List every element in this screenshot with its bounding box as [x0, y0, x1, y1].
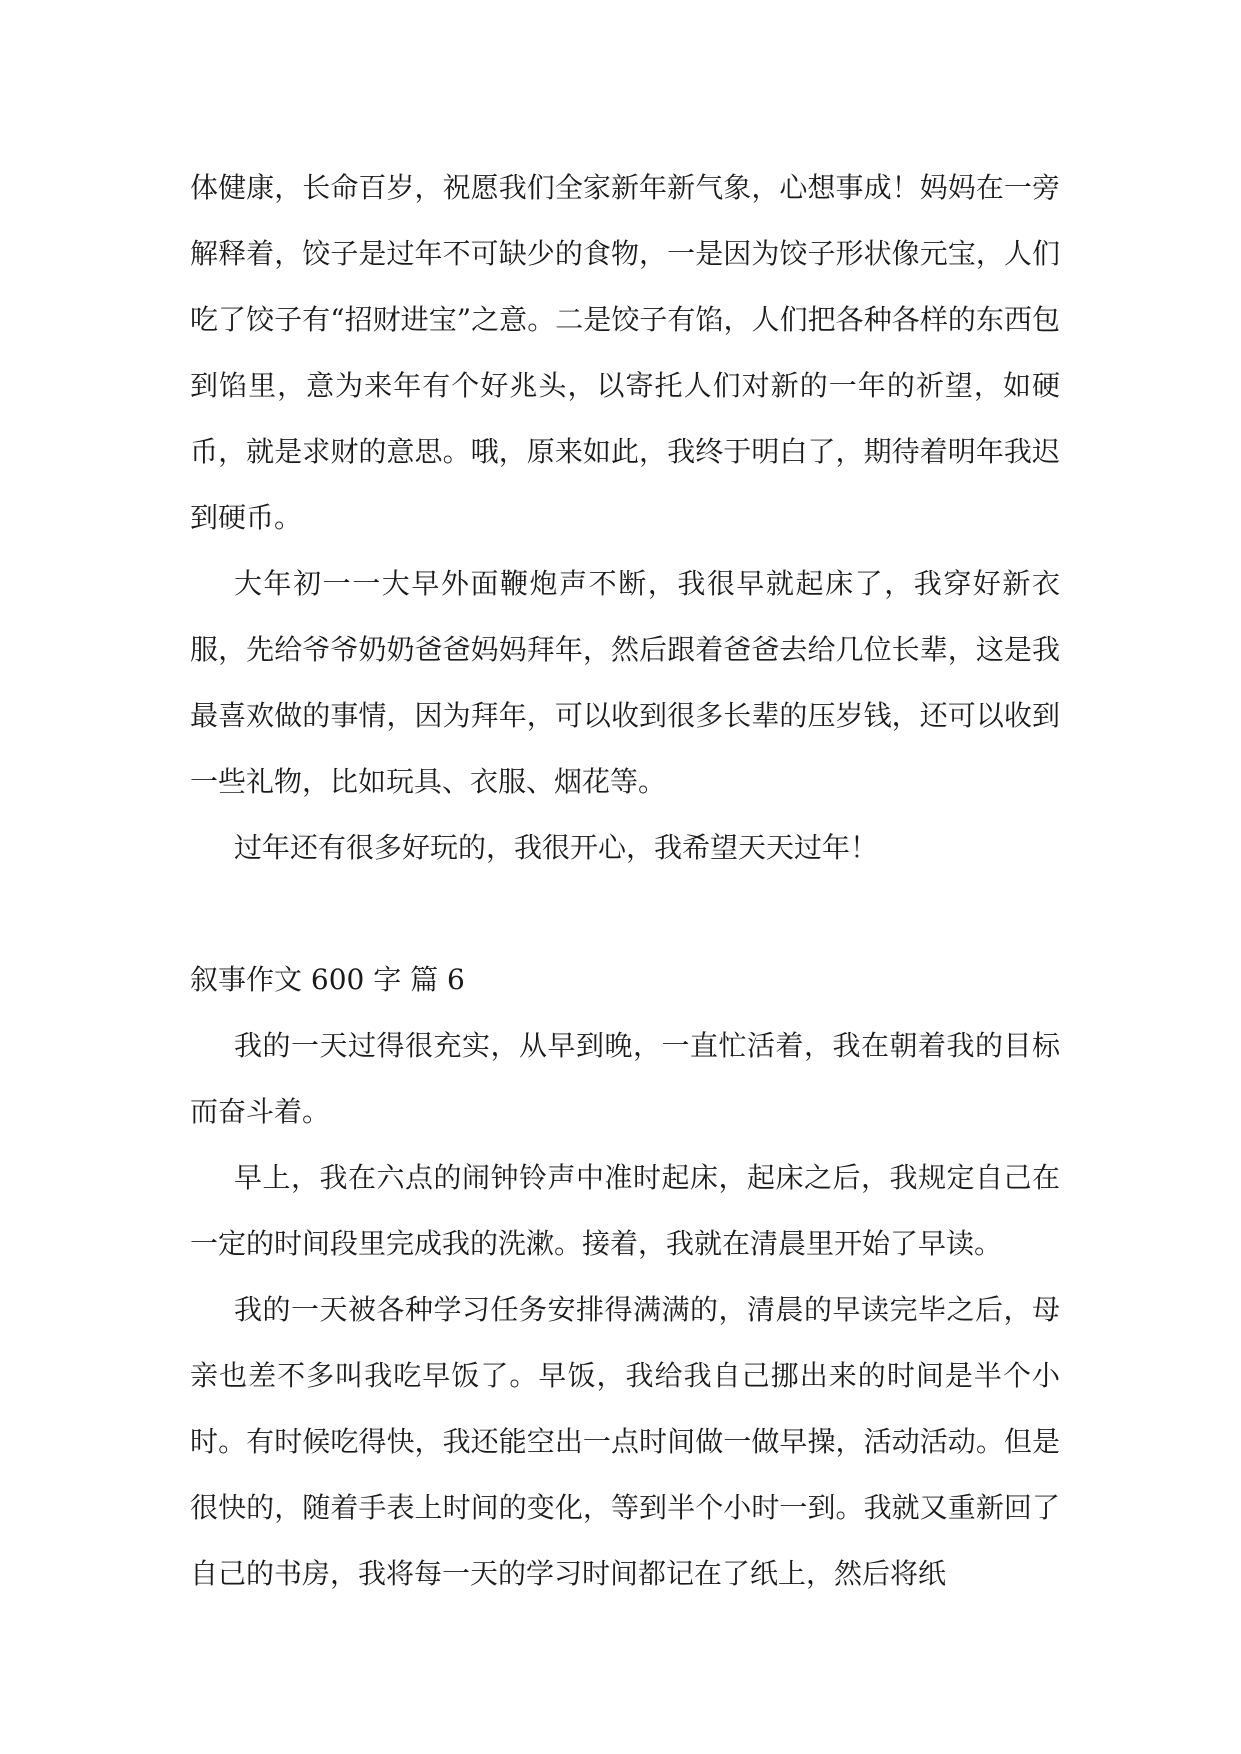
section-heading: 叙事作文 600 字 篇 6 [190, 963, 465, 996]
paragraph-new-year-morning: 大年初一一大早外面鞭炮声不断，我很早就起床了，我穿好新衣服，先给爷爷奶奶爸爸妈妈拜年，然后跟着爸爸去给几位长辈，这是我最喜欢做的事情，因为拜年，可以收到很多长辈的压岁钱，还可以收到一些礼物，比如玩具、衣服、烟花等。 [190, 567, 1060, 798]
paragraph-closing: 过年还有很多好玩的，我很开心，我希望天天过年！ [234, 831, 879, 864]
paragraph-intro: 我的一天过得很充实，从早到晚，一直忙活着，我在朝着我的目标而奋斗着。 [190, 1029, 1060, 1128]
paragraph-morning: 早上，我在六点的闹钟铃声中准时起床，起床之后，我规定自己在一定的时间段里完成我的洗漱。接着，我就在清晨里开始了早读。 [190, 1161, 1060, 1260]
paragraph-continuation: 体健康，长命百岁，祝愿我们全家新年新气象，心想事成！妈妈在一旁解释着，饺子是过年不可缺少的食物，一是因为饺子形状像元宝，人们吃了饺子有“招财进宝”之意。二是饺子有馅，人们把各种各样的东西包到馅里，意为来年有个好兆头，以寄托人们对新的一年的祈望，如硬币，就是求财的意思。哦，原来如此，我终于明白了，期待着明年我迟到硬币。 [190, 171, 1060, 534]
document-page [190, 155, 1060, 1607]
section-spacer [190, 881, 1060, 947]
paragraph-study-schedule: 我的一天被各种学习任务安排得满满的，清晨的早读完毕之后，母亲也差不多叫我吃早饭了。早饭，我给我自己挪出来的时间是半个小时。有时候吃得快，我还能空出一点时间做一做早操，活动活动。但是很快的，随着手表上时间的变化，等到半个小时一到。我就又重新回了自己的书房，我将每一天的学习时间都记在了纸上，然后将纸 [190, 1293, 1060, 1590]
